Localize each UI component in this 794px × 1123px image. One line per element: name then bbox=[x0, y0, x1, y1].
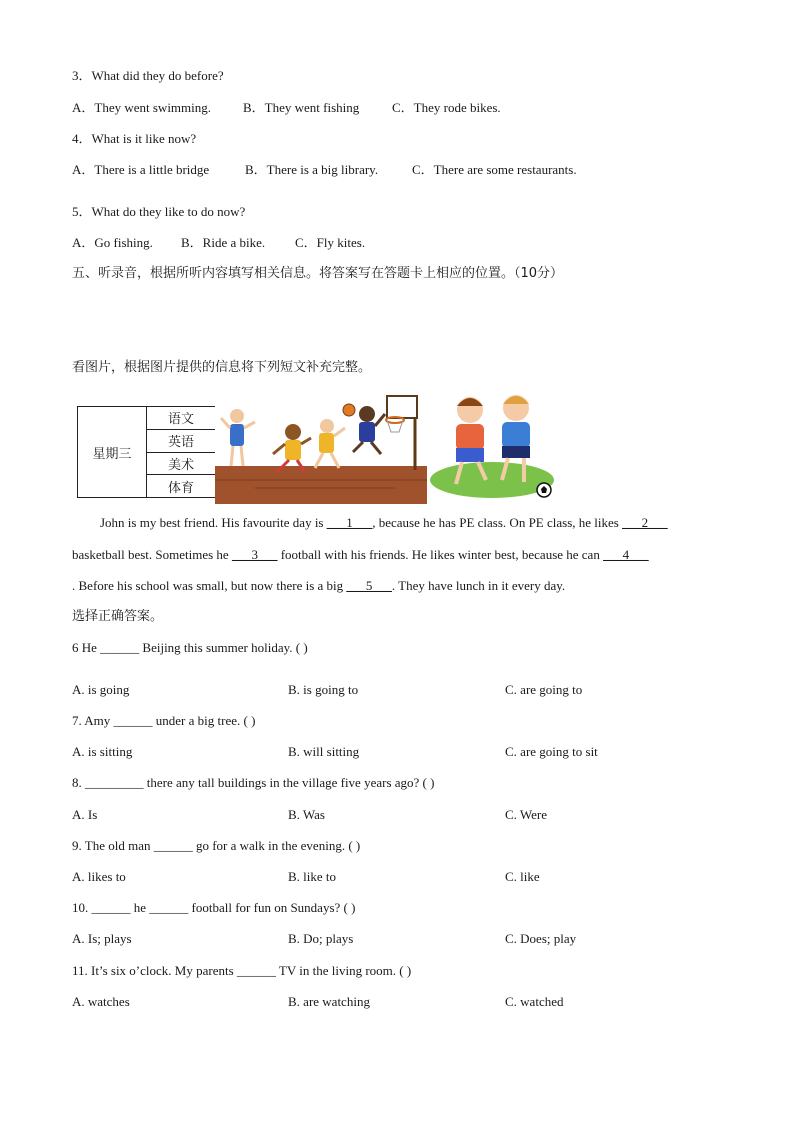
q11-stem: 11. It’s six o’clock. My parents ______ TV in the living room. ( ) bbox=[72, 963, 412, 978]
schedule-subject: 美术 bbox=[147, 452, 216, 475]
section5-title: 五、听录音，根据所听内容填写相关信息。将答案写在答题卡上相应的位置。（10分） bbox=[72, 266, 564, 281]
q9-option-a[interactable]: A. likes to bbox=[72, 869, 126, 884]
q4-option-a[interactable]: A．There is a little bridge bbox=[72, 162, 210, 177]
q7-option-c[interactable]: C. are going to sit bbox=[505, 744, 598, 759]
passage-text: John is my best friend. His favourite day is bbox=[100, 515, 327, 530]
q6-option-c[interactable]: C. are going to bbox=[505, 682, 583, 697]
q5-option-b[interactable]: B．Ride a bike. bbox=[181, 235, 266, 250]
basketball-illustration bbox=[215, 388, 427, 504]
passage-text: . They have lunch in it every day. bbox=[391, 578, 566, 593]
q4-option-c[interactable]: C．There are some restaurants. bbox=[412, 162, 577, 177]
q9-option-b[interactable]: B. like to bbox=[288, 869, 337, 884]
q11-option-a[interactable]: A. watches bbox=[72, 994, 130, 1009]
q5-stem: 5．What do they like to do now? bbox=[72, 204, 246, 219]
blank-4[interactable]: ___4___ bbox=[603, 547, 649, 562]
blank-1[interactable]: ___1___ bbox=[326, 515, 373, 530]
schedule-table bbox=[77, 406, 216, 498]
basketball-icon bbox=[343, 404, 355, 416]
schedule-subject: 语文 bbox=[147, 407, 216, 430]
schedule-subject: 体育 bbox=[147, 475, 216, 498]
schedule-day: 星期三 bbox=[78, 407, 147, 498]
blank-2[interactable]: ___2___ bbox=[622, 515, 668, 530]
passage-text: . Before his school was small, but now there is a big bbox=[72, 578, 347, 593]
q8-option-a[interactable]: A. Is bbox=[72, 807, 98, 822]
passage-text: , because he has PE class. On PE class, he likes bbox=[372, 515, 623, 530]
q10-stem: 10. ______ he ______ football for fun on Sundays? ( ) bbox=[72, 900, 356, 915]
q5-option-a[interactable]: A．Go fishing. bbox=[72, 235, 153, 250]
q4-option-b[interactable]: B．There is a big library. bbox=[245, 162, 379, 177]
q10-option-c[interactable]: C. Does; play bbox=[505, 931, 577, 946]
passage-text: football with his friends. He likes winter best, because he can bbox=[277, 547, 604, 562]
blank-5[interactable]: ___5___ bbox=[346, 578, 392, 593]
q7-option-a[interactable]: A. is sitting bbox=[72, 744, 133, 759]
q3-stem: 3．What did they do before? bbox=[72, 68, 224, 83]
q8-option-b[interactable]: B. Was bbox=[288, 807, 325, 822]
backboard-icon bbox=[387, 396, 417, 418]
choice-instruction: 选择正确答案。 bbox=[72, 609, 164, 624]
passage-text: basketball best. Sometimes he bbox=[72, 547, 232, 562]
q3-option-b[interactable]: B．They went fishing bbox=[243, 100, 360, 115]
q11-option-c[interactable]: C. watched bbox=[505, 994, 564, 1009]
q3-option-a[interactable]: A．They went swimming. bbox=[72, 100, 212, 115]
schedule-subject: 英语 bbox=[147, 429, 216, 452]
q7-stem: 7. Amy ______ under a big tree. ( ) bbox=[72, 713, 256, 728]
football-illustration bbox=[428, 388, 556, 504]
picture-instruction: 看图片，根据图片提供的信息将下列短文补充完整。 bbox=[72, 360, 372, 375]
blank-3[interactable]: ___3___ bbox=[231, 547, 278, 562]
q6-stem: 6 He ______ Beijing this summer holiday. ( ) bbox=[72, 640, 308, 655]
passage bbox=[72, 515, 722, 547]
q11-option-b[interactable]: B. are watching bbox=[288, 994, 370, 1009]
q9-stem: 9. The old man ______ go for a walk in the evening. ( ) bbox=[72, 838, 361, 853]
q8-option-c[interactable]: C. Were bbox=[505, 807, 548, 822]
q5-option-c[interactable]: C．Fly kites. bbox=[295, 235, 366, 250]
grass-icon bbox=[430, 462, 554, 498]
q6-option-b[interactable]: B. is going to bbox=[288, 682, 359, 697]
q3-option-c[interactable]: C．They rode bikes. bbox=[392, 100, 501, 115]
q7-option-b[interactable]: B. will sitting bbox=[288, 744, 360, 759]
q9-option-c[interactable]: C. like bbox=[505, 869, 540, 884]
q10-option-a[interactable]: A. Is; plays bbox=[72, 931, 132, 946]
passage-line2 bbox=[72, 547, 722, 563]
q6-option-a[interactable]: A. is going bbox=[72, 682, 130, 697]
q4-stem: 4．What is it like now? bbox=[72, 131, 197, 146]
passage-line3 bbox=[72, 578, 722, 594]
q10-option-b[interactable]: B. Do; plays bbox=[288, 931, 354, 946]
q8-stem: 8. _________ there any tall buildings in the village five years ago? ( ) bbox=[72, 775, 435, 790]
court-floor-icon bbox=[215, 466, 427, 504]
